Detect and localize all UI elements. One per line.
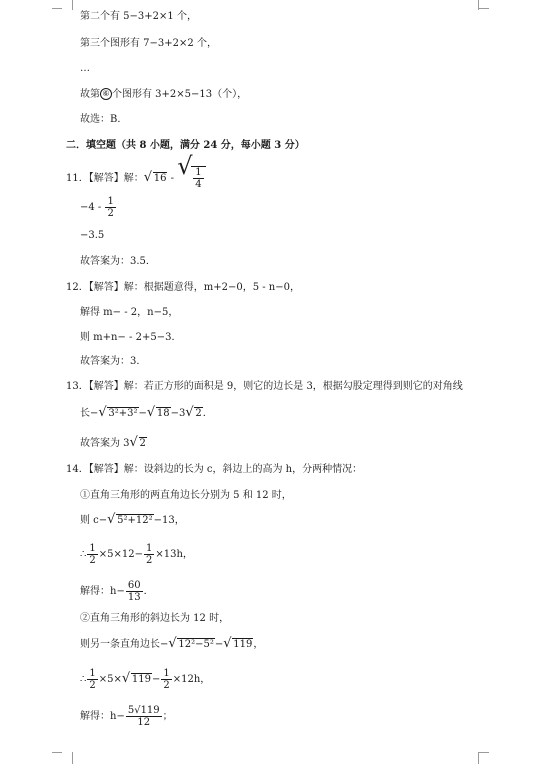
sqrt-expr: √ 2 xyxy=(185,405,202,420)
fraction-denominator: 2 xyxy=(163,680,170,691)
text: 解得：h− xyxy=(80,586,125,597)
sqrt-expr: √ $\frac{1}{4}$ xyxy=(177,166,205,190)
corner-tick xyxy=(52,752,62,753)
corner-tick xyxy=(479,752,489,753)
text: 则另一条直角边长− xyxy=(80,639,169,650)
answer-line xyxy=(80,437,147,451)
sqrt-expr: √ 12²−5² xyxy=(168,636,214,651)
text: ， xyxy=(253,639,264,650)
fraction-denominator: 13 xyxy=(127,592,141,603)
text-line xyxy=(80,514,185,528)
question-13: 13．【解答】解：若正方形的面积是 9，则它的边长是 3，根据勾股定理得到则它的对角线 xyxy=(66,381,463,392)
text: ； xyxy=(162,711,173,722)
fraction-denominator: 2 xyxy=(89,555,96,566)
fraction-numerator: 1 xyxy=(195,167,202,178)
fraction-numerator: 60 xyxy=(127,580,141,591)
text-line xyxy=(80,580,154,603)
text-line xyxy=(80,638,263,652)
text: − xyxy=(138,408,147,419)
fraction-numerator: 1 xyxy=(89,668,96,679)
sqrt-expr: √ 3²+3² xyxy=(98,405,138,420)
text-line: … xyxy=(80,63,90,74)
text-line: ②直角三角形的斜边长为 12 时， xyxy=(80,613,230,624)
sqrt-expr: √ 5²+12² xyxy=(107,512,153,527)
fraction-denominator: 4 xyxy=(195,179,202,190)
text-line: 第三个图形有 7−3+2×2 个， xyxy=(80,38,217,49)
circled-number: ⑥ xyxy=(100,88,112,100)
corner-mark-top-left xyxy=(62,0,73,10)
text-line: 则 m+n− - 2+5−3． xyxy=(80,332,182,343)
text: 11．【解答】解： xyxy=(66,173,144,184)
text-line xyxy=(80,407,213,421)
question-11 xyxy=(66,152,206,190)
radicand: 12²−5² xyxy=(178,639,214,650)
text-line xyxy=(80,705,173,728)
text-line xyxy=(80,543,193,566)
text: ×12h， xyxy=(172,674,211,685)
section-heading: 二．填空题（共 8 小题，满分 24 分，每小题 3 分） xyxy=(66,140,305,151)
radicand: 2 xyxy=(139,438,146,449)
corner-mark-bottom-left xyxy=(62,752,73,764)
radicand: 2 xyxy=(195,408,202,419)
corner-tick xyxy=(479,8,489,9)
radicand: 5²+12² xyxy=(117,515,153,526)
sqrt-expr: √ 16 xyxy=(143,170,167,185)
text-line: −3.5 xyxy=(80,230,105,241)
text: 故答案为 3 xyxy=(80,438,130,449)
text-line xyxy=(80,668,210,691)
answer-line: 故答案为：3.5． xyxy=(80,256,156,267)
text: 长− xyxy=(80,408,99,419)
question-14: 14．【解答】解：设斜边的长为 c，斜边上的高为 h，分两种情况： xyxy=(66,464,363,475)
text: ∴ xyxy=(80,674,87,685)
text: ×13h， xyxy=(155,549,193,560)
fraction-numerator: 1 xyxy=(107,196,114,207)
fraction-denominator: 12 xyxy=(137,717,151,728)
answer-line: 故答案为：3． xyxy=(80,356,147,367)
corner-mark-bottom-right xyxy=(478,752,489,764)
text: −13， xyxy=(153,515,185,526)
fraction-numerator: 1 xyxy=(89,543,96,554)
corner-tick xyxy=(52,8,62,9)
fraction-numerator: 1 xyxy=(163,668,170,679)
text: 个图形有 3+2×5−13（个）， xyxy=(112,89,248,100)
text: - xyxy=(167,173,178,184)
radicand: 16 xyxy=(153,173,167,184)
text-line xyxy=(80,88,247,102)
fraction-denominator: 2 xyxy=(107,208,114,219)
text: 则 c− xyxy=(80,515,108,526)
text-line: 故选：B． xyxy=(80,114,128,125)
text: ∴ xyxy=(80,549,87,560)
question-12: 12．【解答】解：根据题意得，m+2−0，5 - n−0， xyxy=(66,282,300,293)
text: ×5×12− xyxy=(98,549,143,560)
sqrt-expr: √ 119 xyxy=(223,636,253,651)
radicand: 3²+3² xyxy=(108,408,138,419)
text: 故第 xyxy=(80,89,100,100)
text: −4 - xyxy=(80,202,105,213)
radicand: 119 xyxy=(233,639,253,650)
text: ． xyxy=(202,408,213,419)
text: −3 xyxy=(170,408,186,419)
radicand: 18 xyxy=(156,408,170,419)
text: − xyxy=(214,639,224,650)
sqrt-expr: √ 119 xyxy=(121,671,151,686)
text: ． xyxy=(143,586,154,597)
sqrt-expr: √ 2 xyxy=(129,435,146,450)
sqrt-expr: √ 18 xyxy=(146,405,170,420)
fraction-denominator: 2 xyxy=(145,555,153,566)
text: 解得：h− xyxy=(80,711,125,722)
text-line: ①直角三角形的两直角边长分别为 5 和 12 时， xyxy=(80,490,292,501)
fraction-denominator: 2 xyxy=(89,680,96,691)
text: ×5× xyxy=(98,674,122,685)
fraction-numerator: 1 xyxy=(145,543,153,554)
text-line: 解得 m− - 2，n−5， xyxy=(80,307,179,318)
text-line: 第二个有 5−3+2×1 个， xyxy=(80,11,197,22)
radicand: 119 xyxy=(131,674,151,685)
fraction-numerator: 5√119 xyxy=(127,705,160,716)
text: − xyxy=(151,674,161,685)
text-line xyxy=(80,196,117,219)
